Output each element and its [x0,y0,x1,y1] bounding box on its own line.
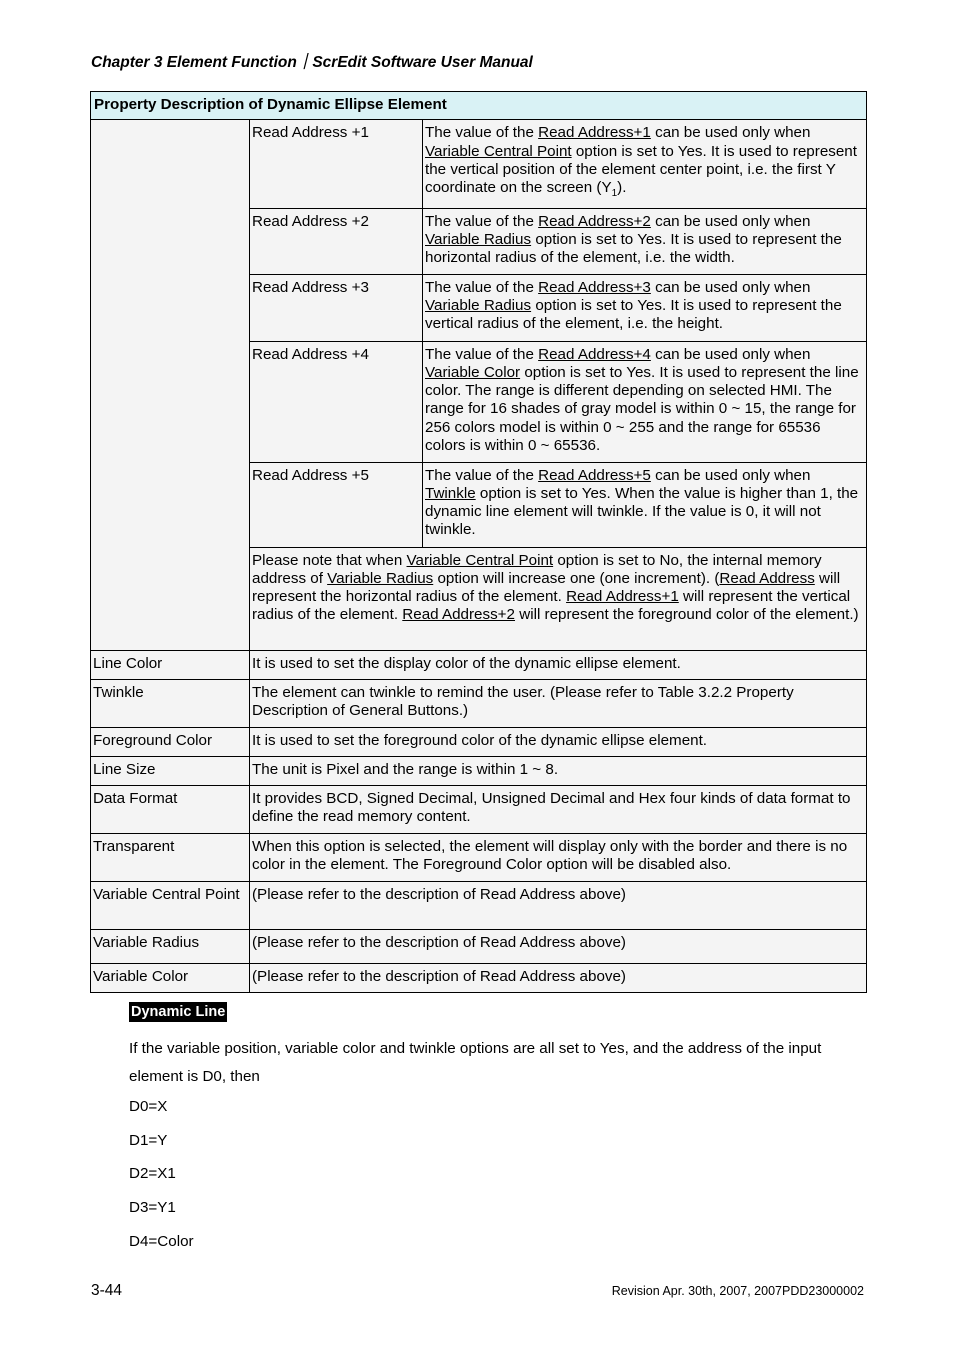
prop-desc-data-format: It provides BCD, Signed Decimal, Unsigned Decimal and Hex four kinds of data format to define the read memory content. [250,785,867,833]
revision-note: Revision Apr. 30th, 2007, 2007PDD23000002 [611,1284,864,1298]
prop-desc-foreground-color: It is used to set the foreground color of the dynamic ellipse element. [250,727,867,756]
page-number: 3-44 [91,1282,123,1299]
prop-desc-read-address-4: The value of the Read Address+4 can be used only when Variable Color option is set to Yes. It is used to represent the line color. The range is different depending on selected HMI. The range for 16 shades of gray model is within 0 ~ 15, the range for 256 colors model is within 0 ~ 255 and the range for 65536 colors is within 0 ~ 65536. [423,341,867,462]
prop-name-read-address-1: Read Address +1 [250,120,423,208]
read-address-note: Please note that when Variable Central Point option is set to No, the internal memory address of Variable Radius option will increase one (one increment). (Read Address will represent the horizontal radius of the element. Read Address+1 will represent the vertical radius of the element. Read Address+2 will represent the foreground color of the element.) [250,547,867,650]
prop-desc-variable-radius: (Please refer to the description of Read Address above) [250,929,867,963]
prop-desc-line-size: The unit is Pixel and the range is within 1 ~ 8. [250,756,867,785]
prop-name-variable-color: Variable Color [91,963,250,992]
equation-d2: D2=X1 [129,1165,176,1182]
prop-name-line-color: Line Color [91,650,250,679]
prop-desc-line-color: It is used to set the display color of the dynamic ellipse element. [250,650,867,679]
prop-desc-read-address-2: The value of the Read Address+2 can be used only when Variable Radius option is set to Yes. It is used to represent the horizontal radius of the element, i.e. the width. [423,208,867,274]
prop-desc-variable-color: (Please refer to the description of Read Address above) [250,963,867,992]
prop-name-read-address-3: Read Address +3 [250,274,423,341]
prop-desc-read-address-3: The value of the Read Address+3 can be used only when Variable Radius option is set to Yes. It is used to represent the vertical radius of the element, i.e. the height. [423,274,867,341]
prop-name-read-address-2: Read Address +2 [250,208,423,274]
section-paragraph: If the variable position, variable color and twinkle options are all set to Yes, and the address of the input element is D0, then [129,1040,822,1085]
prop-name-read-address-4: Read Address +4 [250,341,423,462]
prop-desc-variable-central-point: (Please refer to the description of Read Address above) [250,881,867,929]
prop-desc-transparent: When this option is selected, the element will display only with the border and there is no color in the element. The Foreground Color option will be disabled also. [250,833,867,881]
section-label-dynamic-line: Dynamic Line [131,1004,226,1020]
prop-name-foreground-color: Foreground Color [91,727,250,756]
prop-name-read-address-5: Read Address +5 [250,462,423,547]
equation-d0: D0=X [129,1098,168,1115]
table-title: Property Description of Dynamic Ellipse Element [91,92,867,120]
equation-d1: D1=Y [129,1132,168,1149]
running-header: Chapter 3 Element Function｜ScrEdit Software User Manual [91,54,533,71]
prop-name-transparent: Transparent [91,833,250,881]
empty-cell [91,120,250,650]
prop-desc-twinkle: The element can twinkle to remind the user. (Please refer to Table 3.2.2 Property Description of General Buttons.) [250,679,867,727]
equation-d4: D4=Color [129,1233,194,1250]
prop-desc-read-address-1: The value of the Read Address+1 can be used only when Variable Central Point option is set to Yes. It is used to represent the vertical position of the element center point, i.e. the first Y coordinate on the screen $(Y_1)$. [423,120,867,208]
prop-name-variable-radius: Variable Radius [91,929,250,963]
property-table [90,91,867,993]
prop-name-twinkle: Twinkle [91,679,250,727]
prop-name-line-size: Line Size [91,756,250,785]
prop-name-variable-central-point: Variable Central Point [91,881,250,929]
prop-desc-read-address-5: The value of the Read Address+5 can be used only when Twinkle option is set to Yes. When the value is higher than 1, the dynamic line element will twinkle. If the value is 0, it will not twinkle. [423,462,867,547]
equation-d3: D3=Y1 [129,1199,176,1216]
prop-name-data-format: Data Format [91,785,250,833]
